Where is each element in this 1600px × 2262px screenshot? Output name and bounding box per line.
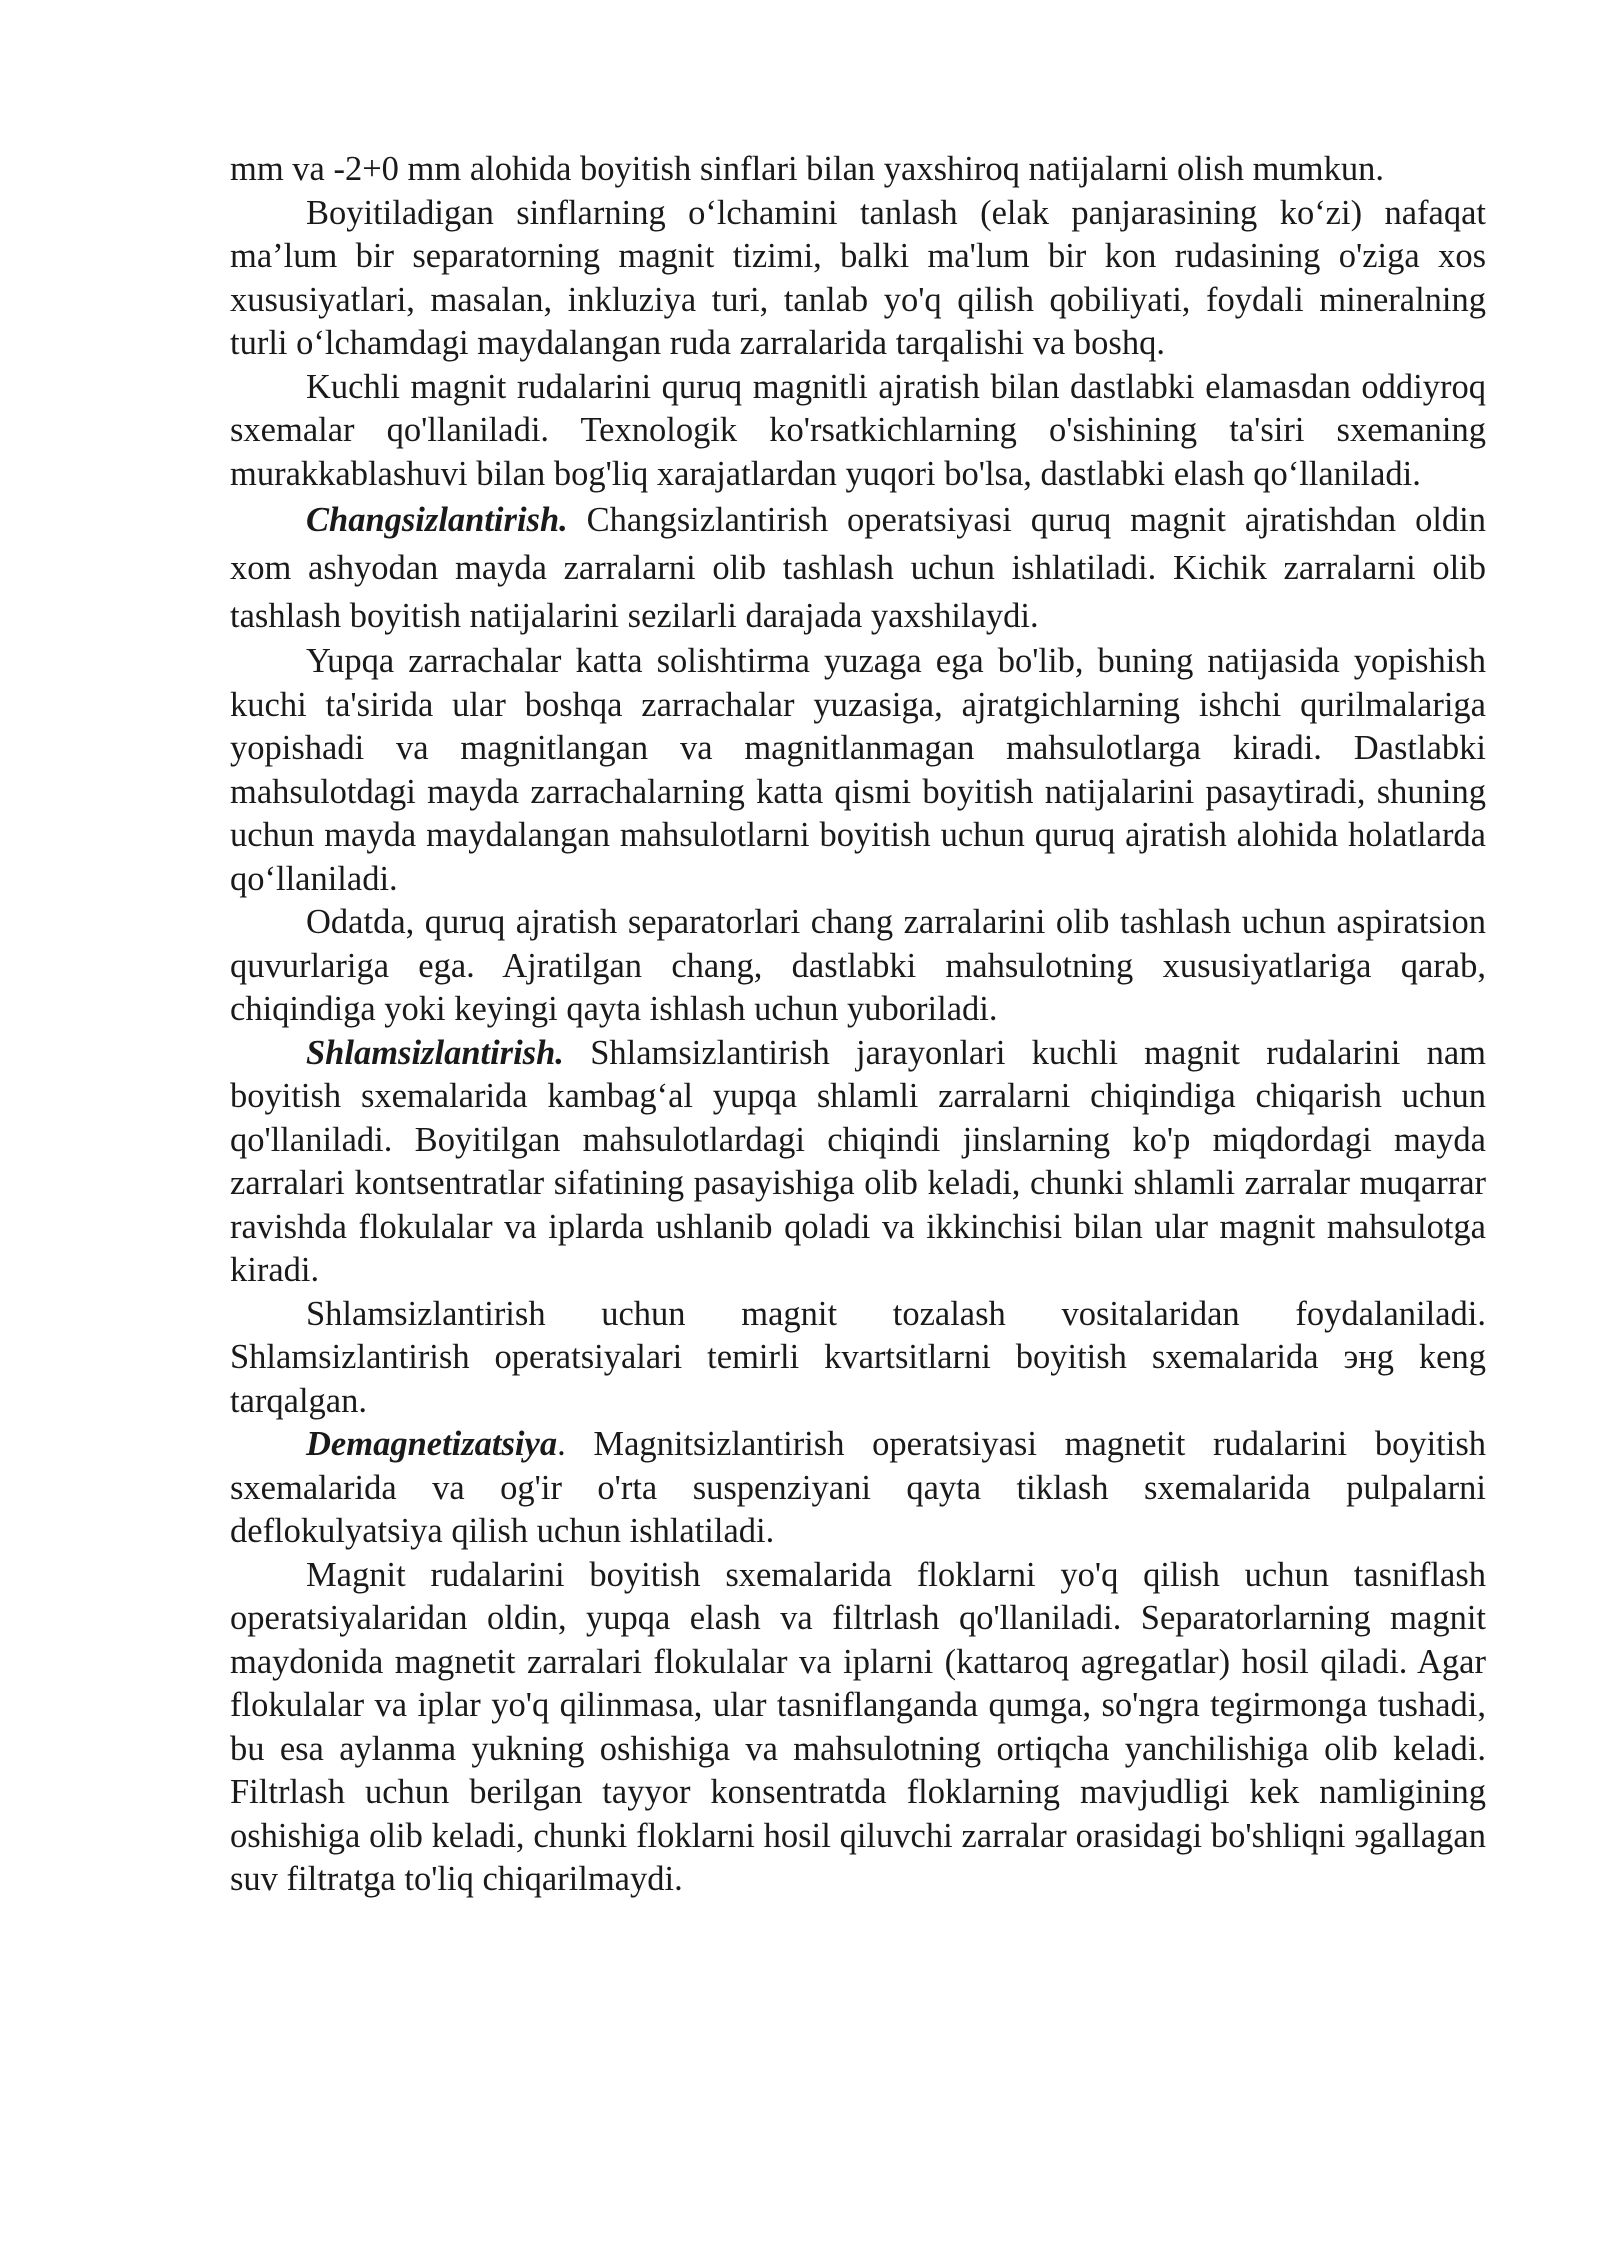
paragraph-shlamsizlantirish [230, 1032, 1486, 1293]
document-page [230, 148, 1486, 1902]
paragraph-6 [230, 901, 1486, 1032]
paragraph-changsizlantirish [230, 496, 1486, 640]
paragraph-2 [230, 192, 1486, 366]
term-shlamsizlantirish: Shlamsizlantirish. [306, 1033, 564, 1072]
term-demagnetizatsiya: Demagnetizatsiya [306, 1425, 558, 1463]
paragraph-2-text: Boyitiladigan sinflarning o‘lchamini tanlash (elak panjarasining ko‘zi) nafaqat ma’lum bir separatorning magnit tizimi, balki ma'lum bir kon rudasining o'ziga xos xususiyatlari, masalan, inkluziya turi, tanlab yo'q qilish qobiliyati, foydali mineralning turli o‘lchamdagi maydalangan ruda zarralarida tarqalishi va boshq. [230, 193, 1486, 362]
paragraph-demagnetizatsiya [230, 1423, 1486, 1554]
paragraph-8-text: Shlamsizlantirish uchun magnit tozalash vositalaridan foydalaniladi. Shlamsizlantirish operatsiyalari temirli kvartsitlarni boyitish sxemalarida энg keng tarqalgan. [230, 1294, 1486, 1420]
paragraph-shlamsizlantirish-text: Shlamsizlantirish jarayonlari kuchli magnit rudalarini nam boyitish sxemalarida kambag‘al yupqa shlamli zarralarni chiqindiga chiqarish uchun qo'llaniladi. Boyitilgan mahsulotlardagi chiqindi jinslarning ko'p miqdordagi mayda zarralari kontsentratlar sifatining pasayishiga olib keladi, chunki shlamli zarralar muqarrar ravishda flokulalar va iplarda ushlanib qoladi va ikkinchisi bilan ular magnit mahsulotga kiradi. [230, 1033, 1486, 1289]
paragraph-5-text: Yupqa zarrachalar katta solishtirma yuzaga ega bo'lib, buning natijasida yopishish kuchi ta'sirida ular boshqa zarrachalar yuzasiga, ajratgichlarning ishchi qurilmalariga yopishadi va magnitlangan va magnitlanmagan mahsulotlarga kiradi. Dastlabki mahsulotdagi mayda zarrachalarning katta qismi boyitish natijalarini pasaytiradi, shuning uchun mayda maydalangan mahsulotlarni boyitish uchun quruq ajratish alohida holatlarda qo‘llaniladi. [230, 642, 1486, 898]
paragraph-6-text: Odatda, quruq ajratish separatorlari chang zarralarini olib tashlash uchun aspiratsion quvurlariga ega. Ajratilgan chang, dastlabki mahsulotning xususiyatlariga qarab, chiqindiga yoki keyingi qayta ishlash uchun yuboriladi. [230, 903, 1486, 1028]
paragraph-1 [230, 148, 1486, 192]
paragraph-10-text: Magnit rudalarini boyitish sxemalarida floklarni yo'q qilish uchun tasniflash operatsiyalaridan oldin, yupqa elash va filtrlash qo'llaniladi. Separatorlarning magnit maydonida magnetit zarralari flokulalar va iplarni (kattaroq agregatlar) hosil qiladi. Agar flokulalar va iplar yo'q qilinmasa, ular tasniflanganda qumga, so'ngra tegirmonga tushadi, bu esa aylanma yukning oshishiga va mahsulotning ortiqcha yanchilishiga olib keladi. Filtrlash uchun berilgan tayyor konsentratda floklarning mavjudligi kek namligining oshishiga olib keladi, chunki floklarni hosil qiluvchi zarralar orasidagi bo'shliqni эgallagan suv filtratga to'liq chiqarilmaydi. [230, 1555, 1486, 1898]
paragraph-demagnetizatsiya-text: . Magnitsizlantirish operatsiyasi magnetit rudalarini boyitish sxemalarida va og'ir o'rta suspenziyani qayta tiklash sxemalarida pulpalarni deflokulyatsiya qilish uchun ishlatiladi. [230, 1425, 1486, 1550]
paragraph-8 [230, 1293, 1486, 1424]
paragraph-5 [230, 640, 1486, 901]
paragraph-changsizlantirish-text: Changsizlantirish operatsiyasi quruq magnit ajratishdan oldin xom ashyodan mayda zarralarni olib tashlash uchun ishlatiladi. Kichik zarralarni olib tashlash boyitish natijalarini sezilarli darajada yaxshilaydi. [230, 501, 1486, 635]
paragraph-10 [230, 1554, 1486, 1902]
paragraph-1-text: mm va -2+0 mm alohida boyitish sinflari bilan yaxshiroq natijalarni olish mumkun. [230, 150, 1384, 188]
paragraph-3-text: Kuchli magnit rudalarini quruq magnitli ajratish bilan dastlabki elamasdan oddiyroq sxemalar qo'llaniladi. Texnologik ko'rsatkichlarning o'sishining ta'siri sxemaning murakkablashuvi bilan bog'liq xarajatlardan yuqori bo'lsa, dastlabki elash qo‘llaniladi. [230, 367, 1486, 493]
term-changsizlantirish: Changsizlantirish. [306, 501, 568, 539]
paragraph-3 [230, 366, 1486, 497]
